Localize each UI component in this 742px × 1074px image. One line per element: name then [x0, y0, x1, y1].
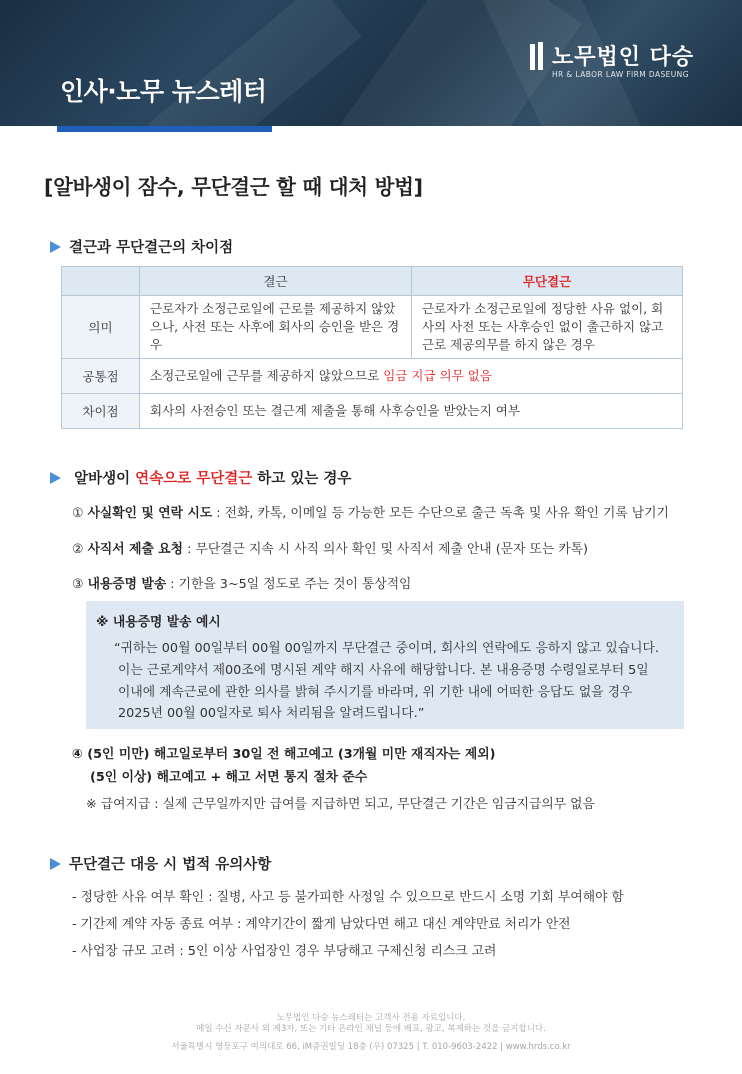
list-item: - 기간제 계약 자동 종료 여부 : 계약기간이 짧게 남았다면 해고 대신 계약만료 처리가 안전 [72, 917, 571, 932]
article-title: [알바생이 잠수, 무단결근 할 때 대처 방법] [44, 175, 423, 199]
list-item-dismissal-notice-2: (5인 이상) 해고예고 + 해고 서면 통지 절차 준수 [90, 770, 368, 785]
firm-name-english: HR & LABOR LAW FIRM DASEUNG [552, 70, 689, 79]
example-title: ※ 내용증명 발송 예시 [96, 615, 221, 630]
footer-copyright: 메일 수신 자문사 외 제3자, 또는 기타 온라인 채널 등에 배포, 광고, 복제하는 것을 금지합니다. [196, 1024, 546, 1034]
triangle-bullet-icon [50, 241, 61, 253]
newsletter-title: 인사·노무 뉴스레터 [60, 77, 267, 106]
cell-text: 소정근로일에 근무를 제공하지 않았으므로 [150, 368, 384, 383]
table-header-unauthorized-absence: 무단결근 [412, 267, 683, 296]
header-banner [0, 0, 742, 126]
certified-letter-example-box [86, 601, 684, 729]
example-line: 이내에 계속근로에 관한 의사를 밝혀 주시기를 바라며, 위 기한 내에 어떠한 응답도 없을 경우 [118, 685, 633, 700]
table-cell: 회사의 사전승인 또는 결근계 제출을 통해 사후승인을 받았는지 여부 [140, 394, 683, 429]
section-heading-consecutive [50, 467, 351, 488]
list-item-dismissal-notice: ④ (5인 미만) 해고일로부터 30일 전 해고예고 (3개월 미만 재직자는 제외) [72, 747, 496, 762]
firm-logo-icon [530, 42, 546, 70]
table-header-row [62, 267, 683, 296]
item-label: 사직서 제출 요청 [87, 542, 184, 557]
section-heading-text: 알바생이 연속으로 무단결근 하고 있는 경우 [74, 471, 352, 487]
row-label: 차이점 [62, 394, 140, 429]
heading-highlight: 연속으로 무단결근 [135, 471, 253, 487]
list-item: - 사업장 규모 고려 : 5인 이상 사업장인 경우 부당해고 구제신청 리스크 고려 [72, 944, 497, 959]
triangle-bullet-icon [50, 472, 61, 484]
firm-logo [530, 42, 710, 86]
example-line: “귀하는 00월 00일부터 00월 00일까지 무단결근 중이며, 회사의 연락에도 응하지 않고 있습니다. [114, 641, 659, 656]
table-cell: 근로자가 소정근로일에 근로를 제공하지 않았으나, 사전 또는 사후에 회사의 승인을 받은 경우 [140, 296, 412, 359]
section-heading-text: 결근과 무단결근의 차이점 [69, 240, 234, 256]
footer-notice: 노무법인 다승 뉴스레터는 고객사 전용 자료입니다. [276, 1013, 466, 1023]
row-label: 의미 [62, 296, 140, 359]
cell-highlight: 임금 지급 의무 없음 [383, 368, 492, 383]
footer-contact: 서울특별시 영등포구 여의대로 66, iM증권빌딩 18층 (우) 07325 | T. 010-9603-2422 | www.hrds.co.kr [171, 1042, 571, 1052]
table-header-empty [62, 267, 140, 296]
table-cell [140, 359, 683, 394]
example-line: 2025년 00월 00일자로 퇴사 처리됨을 알려드립니다.” [118, 706, 425, 721]
table-cell: 근로자가 소정근로일에 정당한 사유 없이, 회사의 사전 또는 사후승인 없이 출근하지 않고 근로 제공의무를 하지 않은 경우 [412, 296, 683, 359]
table-row [62, 296, 683, 359]
list-item: ③ 내용증명 발송 : 기한을 3~5일 정도로 주는 것이 통상적임 [72, 577, 412, 592]
triangle-bullet-icon [50, 858, 61, 870]
section-heading-legal [50, 853, 271, 874]
list-item: - 정당한 사유 여부 확인 : 질병, 사고 등 불가피한 사정일 수 있으므로 반드시 소명 기회 부여해야 함 [72, 890, 624, 905]
example-line: 이는 근로계약서 제00조에 명시된 계약 해지 사유에 해당합니다. 본 내용증명 수령일로부터 5일 [118, 663, 649, 678]
table-row [62, 394, 683, 429]
section-heading-text: 무단결근 대응 시 법적 유의사항 [69, 857, 272, 873]
wage-note: ※ 급여지급 : 실제 근무일까지만 급여를 지급하면 되고, 무단결근 기간은 임금지급의무 없음 [86, 797, 595, 812]
item-label: 내용증명 발송 [87, 577, 167, 592]
row-label: 공통점 [62, 359, 140, 394]
table-row [62, 359, 683, 394]
list-item: ② 사직서 제출 요청 : 무단결근 지속 시 사직 의사 확인 및 사직서 제출 안내 (문자 또는 카톡) [72, 542, 589, 557]
accent-bar [57, 126, 272, 132]
list-item: ① 사실확인 및 연락 시도 : 전화, 카톡, 이메일 등 가능한 모든 수단으로 출근 독촉 및 사유 확인 기록 남기기 [72, 506, 669, 521]
table-header-absence: 결근 [140, 267, 412, 296]
firm-name: 노무법인 다승 [552, 45, 695, 70]
comparison-table [61, 266, 683, 429]
section-heading-difference [50, 236, 233, 257]
item-label: 사실확인 및 연락 시도 [87, 506, 213, 521]
